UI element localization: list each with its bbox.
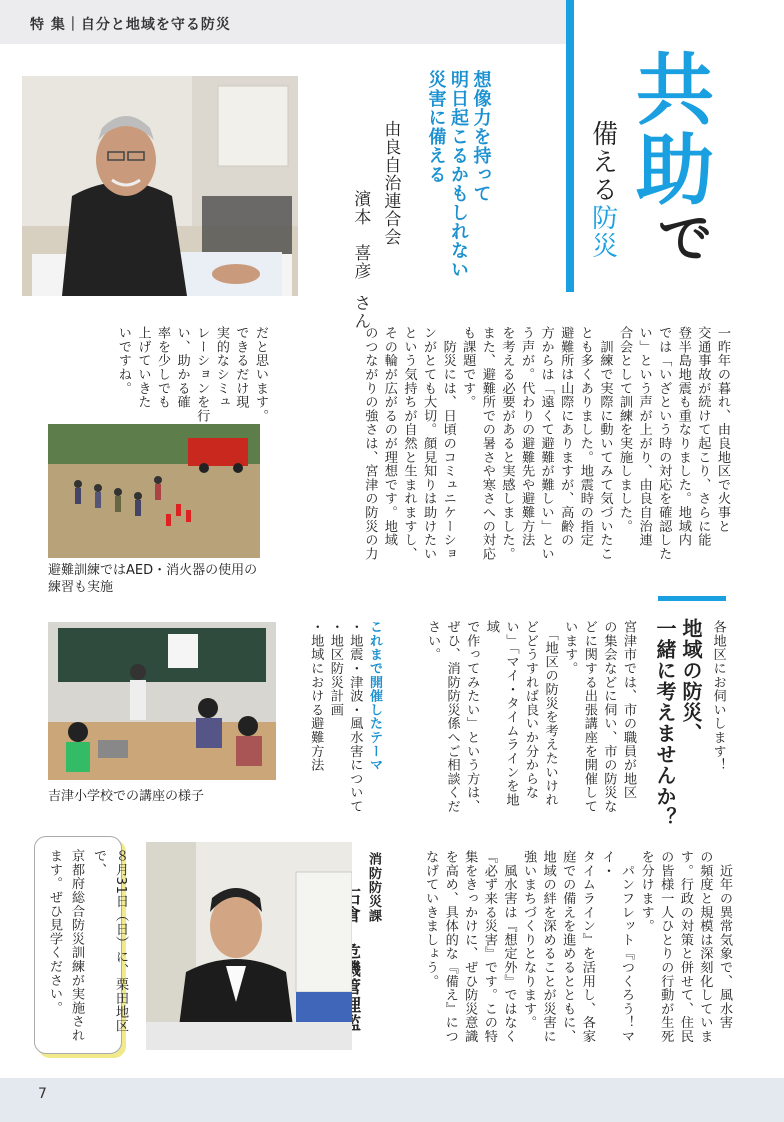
article1-short-line: 上げていきた [135, 326, 151, 409]
interview-name [350, 190, 370, 330]
article2-line: います。 [562, 620, 578, 676]
page-number: 7 [38, 1086, 47, 1102]
article1-short-line: だと思います。 [253, 326, 268, 423]
article1-line: い」という声が上がり、由良自治連 [636, 326, 652, 547]
interview-honorific: さん [350, 294, 371, 331]
article3-body [400, 850, 734, 1058]
article1-line: ンがとても大切。顔見知りは助けたい [421, 326, 437, 561]
article3-line: パンフレット『つくろう！マイ・ [599, 850, 635, 1044]
article1-short-line: レーションを行 [194, 326, 210, 423]
article3-line: 集をきっかけに、ぜひ防災意識 [462, 850, 478, 1044]
article3-line: 強いまちづくりとなります。 [521, 850, 537, 1030]
article3-line: す。行政の対策と併せて、住民 [677, 850, 693, 1044]
article2-line: い」「マイ・タイムラインを地域 [483, 620, 519, 807]
article1-line: では「いざという時の対応を確認した [656, 326, 672, 561]
theme-item: ・地震・津波・風水害について [347, 620, 363, 814]
interview-heading [424, 70, 492, 279]
article1-short-line: い、助かる確 [174, 326, 190, 409]
article2-line: どどうすれば良いか分からな [523, 620, 539, 800]
interview-heading-line: 災害に備える [425, 70, 447, 184]
article2-line: で作ってみたい」という方は、 [464, 620, 480, 814]
title-char-de: で [658, 207, 712, 270]
article1-line: また、避難所での暑さや寒さへの対応 [479, 326, 495, 561]
article1-line: その輪が広がるのが理想です。地域 [381, 326, 397, 547]
article3-line: を高め、具体的な『備え』につ [442, 850, 458, 1044]
article2-line: どに関する出張講座を開催して [581, 620, 597, 814]
article1-line: 防災には、日頃のコミュニケーショ [440, 326, 456, 561]
subtitle [588, 120, 617, 260]
interview-org: 由良自治連合会 [380, 120, 401, 246]
interview-person-name: 濱本 喜彦 [350, 190, 371, 280]
article1-short-line: 率を少しでも [155, 326, 171, 409]
article1-line: 訓練で実際に動いてみて気づいたこ [597, 326, 613, 561]
article2-title-line: 地域の防災、 [679, 618, 703, 744]
article3-line: の皆様一人ひとりの行動が生死 [658, 850, 674, 1044]
article3-line: 近年の異常気象で、風水害 [717, 850, 732, 1030]
theme-title: これまで開催したテーマ [367, 620, 382, 772]
classroom-photo [48, 622, 276, 780]
article3-line: 『必ず来る災害』です。この特 [481, 850, 497, 1044]
article3-line: タイムライン』を活用し、各家 [579, 850, 595, 1044]
article1-line: も課題です。 [460, 326, 476, 409]
article3-line: なげていきましょう。 [423, 850, 439, 988]
staff-photo [146, 842, 352, 1050]
theme-item: ・地区防災計画 [327, 620, 343, 717]
article2-line: ぜひ、消防防災係へご相談くだ [444, 620, 460, 814]
article1-line: 合会として訓練を実施しました。 [617, 326, 633, 533]
article2-line: の集会などに伺い、市の防災な [601, 620, 617, 814]
article2-title [652, 618, 704, 828]
interview-heading-line: 想像力を持って [470, 70, 492, 203]
article1-line: を考える必要があると実感しました。 [499, 326, 515, 561]
article1-short-line: 実的なシミュ [213, 326, 229, 409]
event-notice-text [43, 849, 131, 1043]
classroom-photo-caption: 吉津小学校での講座の様子 [48, 789, 205, 804]
article1-line: 交通事故が続けて起こり、さらに能 [695, 326, 711, 547]
event-notice-line: ます。ぜひ見学ください。 [47, 849, 62, 1015]
article1-short-line: いですね。 [115, 326, 131, 395]
article1-line: う声が。代わりの避難先や避難方法 [519, 326, 535, 547]
interview-heading-line: 明日起こるかもしれない [448, 70, 469, 279]
article2-line: 宮津市では、市の職員が地区 [621, 620, 636, 800]
article3-line: の頻度と規模は深刻化していま [697, 850, 713, 1044]
footer-bar [0, 1078, 784, 1122]
article2-themes [294, 620, 384, 820]
article1-line: 登半島地震も重なりました。地域内 [675, 326, 691, 547]
article1-line: のつながりの強さは、宮津の防災の力 [362, 326, 378, 561]
article3-dept: 消防防災課 [366, 852, 381, 923]
title-char-kyo: 共 [636, 46, 715, 136]
article1-line: という気持ちが自然と生まれますし、 [401, 326, 417, 561]
drill-photo [48, 424, 260, 558]
article2-title-line: 一緒に考えませんか？ [653, 618, 677, 828]
article2-intro: 各地区にお伺いします！ [710, 620, 726, 772]
event-notice [34, 836, 128, 1054]
article3-line: を分けます。 [638, 850, 654, 933]
subtitle-plain: 備える [587, 120, 618, 204]
theme-item: ・地域における避難方法 [308, 620, 324, 772]
drill-photo-caption: 避難訓練ではAED・消火器の使用の練習も実施 [48, 563, 258, 595]
title-accent-stripe [566, 0, 574, 292]
section-header: 特 集｜自分と地域を守る防災 [30, 17, 231, 33]
article3-line: 庭での備えを進めるとともに、 [560, 850, 576, 1044]
event-notice-line: ８月31日（日）に、栗田地区で、 [91, 849, 128, 1033]
article1-line: とも多くありました。地震時の指定 [577, 326, 593, 547]
event-notice-line: 京都府総合防災訓練が実施され [69, 849, 84, 1043]
interview-photo [22, 76, 298, 296]
article1-line: 一昨年の暮れ、由良地区で火事と [715, 326, 730, 533]
article1-line: 方からは「遠くて避難が難しい」とい [538, 326, 554, 561]
article2-line: 「地区の防災を考えたいけれ [542, 620, 558, 807]
article3-line: 地域の絆を深めることが災害に [540, 850, 556, 1044]
title-char-jo: 助 [636, 126, 715, 216]
article2-line: さい。 [425, 620, 441, 662]
article1-line: 避難所は山際にありますが、高齢の [558, 326, 574, 547]
article3-line: 風水害は『想定外』ではなく [501, 850, 517, 1044]
subtitle-blue: 防災 [587, 204, 618, 260]
article2-body [398, 620, 638, 820]
article2-accent-bar [658, 596, 726, 601]
article1-short-line: できるだけ現 [233, 326, 249, 409]
